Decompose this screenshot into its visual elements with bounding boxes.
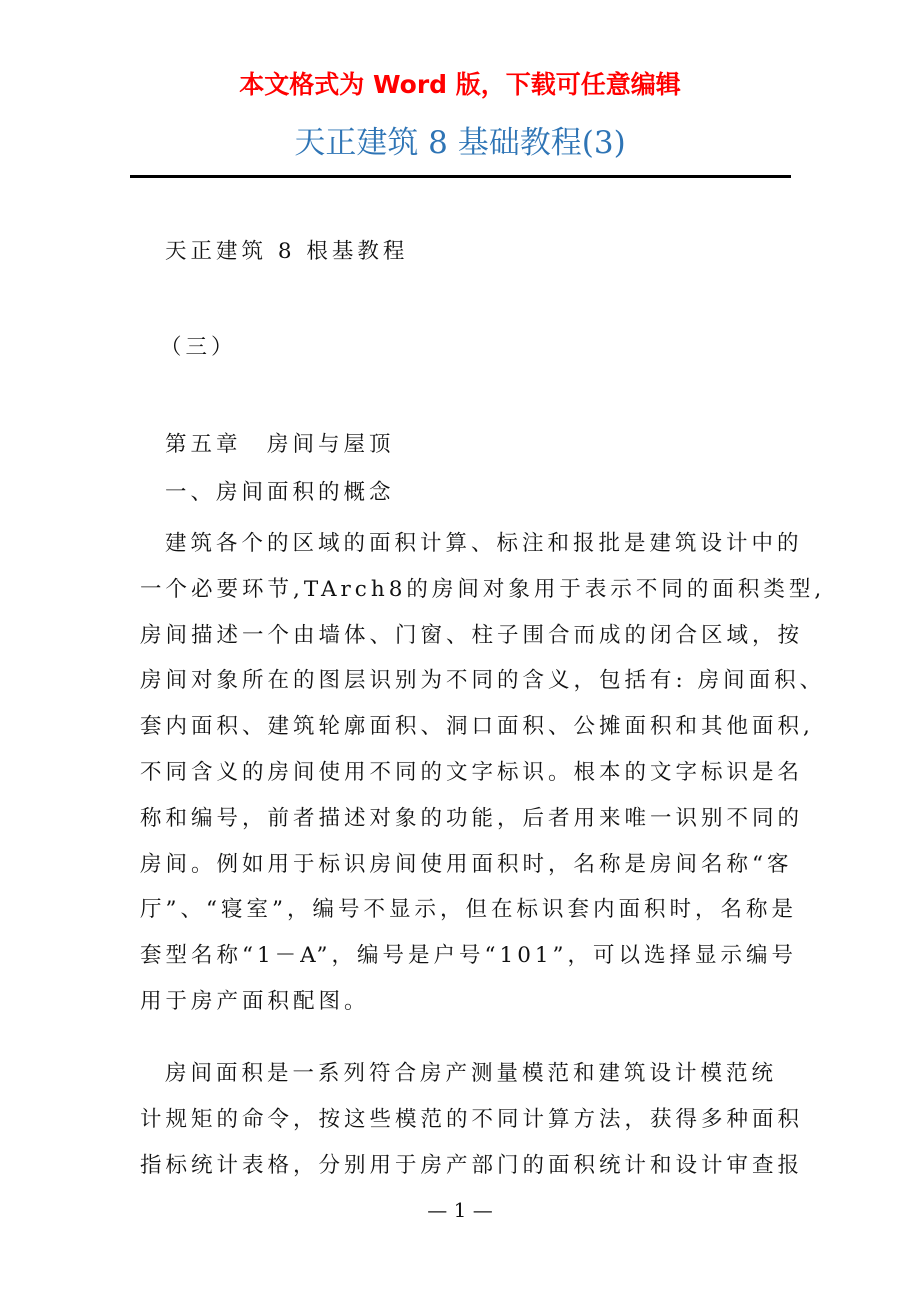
section-heading: 一、房间面积的概念 <box>165 480 395 505</box>
document-title: 天正建筑 8 基础教程(3) <box>294 125 626 161</box>
paragraph-line: 房间面积是一系列符合房产测量模范和建筑设计模范统 <box>165 1061 778 1086</box>
paragraph-line: 房间对象所在的图层识别为不同的含义，包括有: 房间面积、 <box>140 668 826 694</box>
paragraph-line: 厅”、“寝室”，编号不显示，但在标识套内面积时，名称是 <box>140 897 797 923</box>
paragraph-line: 不同含义的房间使用不同的文字标识。根本的文字标识是名 <box>140 760 804 785</box>
chapter-heading: 第五章 房间与屋顶 <box>165 432 395 457</box>
paragraph-line: 套内面积、建筑轮廓面积、洞口面积、公摊面积和其他面积, <box>140 714 814 740</box>
paragraph-line: 称和编号，前者描述对象的功能，后者用来唯一识别不同的 <box>140 805 804 831</box>
paragraph-line: 房间描述一个由墙体、门窗、柱子围合而成的闭合区域，按 <box>140 622 804 648</box>
paragraph-line: 指标统计表格，分别用于房产部门的面积统计和设计审查报 <box>140 1153 804 1178</box>
paragraph-line: 建筑各个的区域的面积计算、标注和报批是建筑设计中的 <box>165 531 803 556</box>
paragraph-line: 用于房产面积配图。 <box>140 989 370 1014</box>
part-label: （三） <box>160 335 237 360</box>
paragraph-line: 房间。例如用于标识房间使用面积时，名称是房间名称“客 <box>140 851 793 877</box>
page-number: — 1 — <box>427 1198 493 1222</box>
editable-notice-banner: 本文格式为 Word 版，下载可任意编辑 <box>239 70 681 99</box>
subtitle: 天正建筑 8 根基教程 <box>165 239 409 264</box>
paragraph-line: 一个必要环节,TArch8的房间对象用于表示不同的面积类型, <box>140 576 826 602</box>
header-divider <box>130 175 791 178</box>
paragraph-line: 计规矩的命令，按这些模范的不同计算方法，获得多种面积 <box>140 1107 804 1132</box>
paragraph-line: 套型名称“1－A”，编号是户号“101”，可以选择显示编号 <box>140 943 798 969</box>
